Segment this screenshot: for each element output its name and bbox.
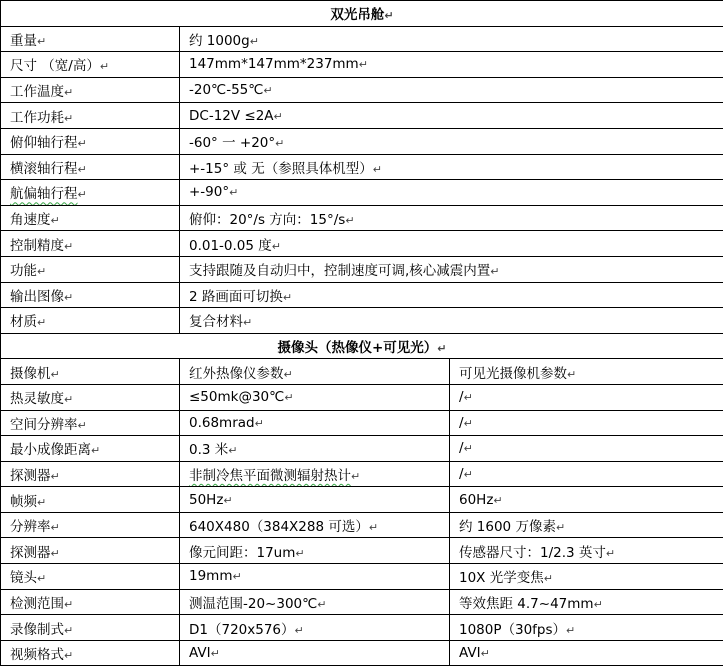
row-value [180,128,723,154]
row-visible-value-text: 约 1600 万像素 [459,519,556,535]
row-label [1,52,180,78]
row-value [180,205,723,231]
paragraph-mark-icon: ↵ [229,186,238,199]
paragraph-mark-icon: ↵ [64,649,73,662]
paragraph-mark-icon: ↵ [64,598,73,611]
table-row [1,231,723,257]
table-row [1,359,723,385]
paragraph-mark-icon: ↵ [464,468,473,481]
row-label-text: 分辨率 [10,519,51,535]
row-label [1,436,180,462]
paragraph-mark-icon: ↵ [51,214,60,227]
row-label [1,154,180,180]
row-label-text: 探测器 [10,468,51,484]
section-header-camera [1,333,723,359]
table-row [1,26,723,52]
row-label [1,384,180,410]
table-row [1,52,723,78]
row-label [1,615,180,641]
table-row [1,487,723,513]
paragraph-mark-icon: ↵ [51,368,60,381]
paragraph-mark-icon: ↵ [464,417,473,430]
row-value-text: +-90° [189,184,229,200]
row-label [1,359,180,385]
row-ir-value [180,410,450,436]
row-label [1,308,180,334]
paragraph-mark-icon: ↵ [37,35,46,48]
row-visible-value-text: 60Hz [459,492,493,508]
paragraph-mark-icon: ↵ [91,444,100,457]
row-label-text: 探测器 [10,545,51,561]
table-row [1,512,723,538]
row-label [1,231,180,257]
paragraph-mark-icon: ↵ [544,572,553,585]
row-visible-value [450,359,723,385]
row-label [1,512,180,538]
paragraph-mark-icon: ↵ [284,368,293,381]
row-label-text: 热灵敏度 [10,391,64,407]
paragraph-mark-icon: ↵ [78,188,87,201]
row-value-text: 147mm*147mm*237mm [189,56,359,72]
row-ir-value-text: 非制冷焦平面微测辐射热计 [189,468,351,484]
row-value [180,256,723,282]
table-row [1,154,723,180]
paragraph-mark-icon: ↵ [274,110,283,123]
row-label-text: 重量 [10,33,37,49]
row-visible-value [450,538,723,564]
row-label-text: 帧频 [10,494,37,510]
paragraph-mark-icon: ↵ [51,521,60,534]
row-value-text: -60° 一 +20° [189,135,275,151]
row-visible-value-text: 1080P（30fps） [459,622,566,638]
row-label-text: 角速度 [10,212,51,228]
row-label [1,128,180,154]
paragraph-mark-icon: ↵ [384,9,393,22]
table-row [1,77,723,103]
row-visible-value-text: / [459,389,464,405]
row-ir-value-text: 50Hz [189,492,223,508]
table-row [1,180,723,206]
row-label [1,77,180,103]
table-row [1,256,723,282]
paragraph-mark-icon: ↵ [567,368,576,381]
paragraph-mark-icon: ↵ [223,494,232,507]
paragraph-mark-icon: ↵ [243,316,252,329]
row-ir-value-text: 640X480（384X288 可选） [189,519,369,535]
paragraph-mark-icon: ↵ [64,291,73,304]
paragraph-mark-icon: ↵ [317,598,326,611]
row-label [1,538,180,564]
table-row [1,461,723,487]
paragraph-mark-icon: ↵ [37,572,46,585]
row-label-text: 输出图像 [10,289,64,305]
row-label [1,282,180,308]
section-title-text: 双光吊舱 [330,7,384,23]
row-ir-value [180,640,450,666]
row-label-text: 最小成像距离 [10,442,91,458]
section-title [1,1,723,27]
table-row [1,308,723,334]
row-label-text: 视频格式 [10,647,64,663]
row-label-text: 材质 [10,314,37,330]
row-label [1,103,180,129]
row-visible-value [450,384,723,410]
row-visible-value-text: AVI [459,645,481,661]
row-visible-value [450,564,723,590]
row-ir-value-text: ≤50mk@30℃ [189,389,284,405]
paragraph-mark-icon: ↵ [228,444,237,457]
row-value [180,26,723,52]
row-value [180,308,723,334]
row-ir-value-text: D1（720x576） [189,622,295,638]
paragraph-mark-icon: ↵ [37,316,46,329]
row-visible-value-text: 传感器尺寸：1/2.3 英寸 [459,545,606,561]
row-visible-value [450,615,723,641]
row-visible-value [450,461,723,487]
paragraph-mark-icon: ↵ [556,521,565,534]
paragraph-mark-icon: ↵ [272,240,281,253]
row-label-text: 空间分辨率 [10,417,78,433]
section-title-text: 摄像头（热像仪+可见光） [277,340,437,356]
paragraph-mark-icon: ↵ [594,598,603,611]
paragraph-mark-icon: ↵ [275,137,284,150]
paragraph-mark-icon: ↵ [255,417,264,430]
row-visible-value [450,640,723,666]
row-visible-value [450,512,723,538]
row-value-text: -20℃-55℃ [189,82,263,98]
paragraph-mark-icon: ↵ [37,496,46,509]
row-value-text: 俯仰：20°/s 方向：15°/s [189,212,345,228]
paragraph-mark-icon: ↵ [369,521,378,534]
row-visible-value [450,410,723,436]
paragraph-mark-icon: ↵ [64,86,73,99]
paragraph-mark-icon: ↵ [64,240,73,253]
row-label-text: 功能 [10,263,37,279]
row-label-text: 录像制式 [10,622,64,638]
table-row [1,282,723,308]
row-label-text: 尺寸 （宽/高） [10,58,100,74]
paragraph-mark-icon: ↵ [464,442,473,455]
row-ir-value [180,538,450,564]
row-label [1,461,180,487]
row-visible-value [450,487,723,513]
row-ir-value-text: 像元间距：17um [189,545,295,561]
paragraph-mark-icon: ↵ [64,393,73,406]
row-label [1,589,180,615]
row-label [1,180,180,206]
row-value-text: 复合材料 [189,314,243,330]
paragraph-mark-icon: ↵ [37,265,46,278]
paragraph-mark-icon: ↵ [566,624,575,637]
row-ir-value [180,359,450,385]
table-row [1,410,723,436]
row-value-text: 0.01-0.05 度 [189,238,272,254]
row-value [180,52,723,78]
row-ir-value-text: 0.68mrad [189,415,255,431]
row-ir-value [180,589,450,615]
paragraph-mark-icon: ↵ [263,84,272,97]
table-row [1,436,723,462]
row-value [180,77,723,103]
row-visible-value [450,436,723,462]
row-visible-value-text: 10X 光学变焦 [459,570,544,586]
row-label [1,410,180,436]
paragraph-mark-icon: ↵ [64,624,73,637]
table-row [1,564,723,590]
row-visible-value-text: / [459,466,464,482]
row-ir-value [180,487,450,513]
row-ir-value [180,615,450,641]
row-label-text: 控制精度 [10,238,64,254]
row-value-text: +-15° 或 无（参照具体机型） [189,161,373,177]
table-row [1,615,723,641]
row-ir-value [180,384,450,410]
row-value [180,231,723,257]
paragraph-mark-icon: ↵ [464,391,473,404]
row-visible-value-text: / [459,440,464,456]
row-ir-value [180,512,450,538]
paragraph-mark-icon: ↵ [437,342,446,355]
table-row [1,205,723,231]
paragraph-mark-icon: ↵ [490,265,499,278]
row-label [1,205,180,231]
paragraph-mark-icon: ↵ [250,35,259,48]
paragraph-mark-icon: ↵ [51,547,60,560]
paragraph-mark-icon: ↵ [295,547,304,560]
row-value [180,180,723,206]
row-value-text: 2 路画面可切换 [189,289,283,305]
paragraph-mark-icon: ↵ [283,291,292,304]
paragraph-mark-icon: ↵ [100,60,109,73]
row-value-text: 约 1000g [189,33,250,49]
row-ir-value-text: 19mm [189,568,232,584]
paragraph-mark-icon: ↵ [373,163,382,176]
row-label-text: 工作温度 [10,84,64,100]
paragraph-mark-icon: ↵ [78,163,87,176]
row-visible-value [450,589,723,615]
row-label [1,564,180,590]
row-value [180,154,723,180]
row-ir-value-text: 测温范围-20~300℃ [189,596,317,612]
section-title [1,333,723,359]
paragraph-mark-icon: ↵ [345,214,354,227]
paragraph-mark-icon: ↵ [64,112,73,125]
row-label-text: 检测范围 [10,596,64,612]
row-value [180,282,723,308]
row-ir-value-text: 红外热像仪参数 [189,366,284,382]
row-label-text: 摄像机 [10,366,51,382]
row-ir-value [180,461,450,487]
row-label-text: 航偏轴行程 [10,186,78,202]
row-label-text: 镜头 [10,570,37,586]
row-label-text: 工作功耗 [10,110,64,126]
paragraph-mark-icon: ↵ [481,647,490,660]
paragraph-mark-icon: ↵ [211,647,220,660]
paragraph-mark-icon: ↵ [295,624,304,637]
row-label-text: 俯仰轴行程 [10,135,78,151]
paragraph-mark-icon: ↵ [284,391,293,404]
row-label [1,640,180,666]
row-ir-value-text: AVI [189,645,211,661]
row-label [1,487,180,513]
table-row [1,384,723,410]
table-row [1,589,723,615]
paragraph-mark-icon: ↵ [351,470,360,483]
table-row [1,103,723,129]
row-ir-value [180,564,450,590]
row-value [180,103,723,129]
paragraph-mark-icon: ↵ [78,137,87,150]
row-ir-value-text: 0.3 米 [189,442,228,458]
table-row [1,640,723,666]
row-label [1,256,180,282]
paragraph-mark-icon: ↵ [493,494,502,507]
paragraph-mark-icon: ↵ [51,470,60,483]
paragraph-mark-icon: ↵ [606,547,615,560]
row-value-text: DC-12V ≤2A [189,108,274,124]
row-label-text: 横滚轴行程 [10,161,78,177]
row-value-text: 支持跟随及自动归中，控制速度可调,核心减震内置 [189,263,490,279]
paragraph-mark-icon: ↵ [232,570,241,583]
paragraph-mark-icon: ↵ [359,58,368,71]
paragraph-mark-icon: ↵ [78,419,87,432]
table-row [1,128,723,154]
section-header-gimbal [1,1,723,27]
table-row [1,538,723,564]
row-visible-value-text: 等效焦距 4.7~47mm [459,596,594,612]
row-label [1,26,180,52]
row-ir-value [180,436,450,462]
row-visible-value-text: / [459,415,464,431]
row-visible-value-text: 可见光摄像机参数 [459,366,567,382]
